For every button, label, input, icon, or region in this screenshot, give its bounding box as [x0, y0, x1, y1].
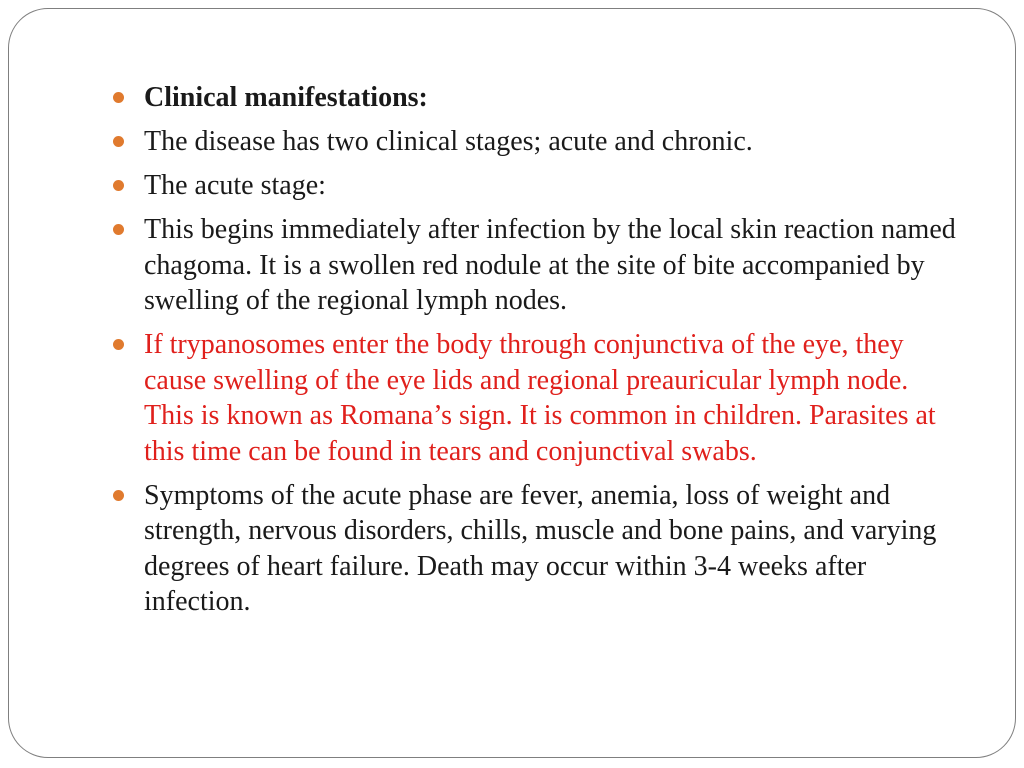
bullet-text: This begins immediately after infection by the local skin reaction named chagoma. It is a swollen red nodule at the site of bite accompanied by swelling of the regional lymph nodes.: [144, 214, 956, 316]
bullet-dot-icon: [113, 136, 124, 147]
bullet-item-acute-stage: [112, 168, 962, 204]
bullet-text: The acute stage:: [144, 170, 326, 201]
bullet-dot-icon: [113, 490, 124, 501]
bullet-text: The disease has two clinical stages; acute and chronic.: [144, 126, 753, 157]
bullet-dot-icon: [113, 92, 124, 103]
bullet-dot-icon: [113, 180, 124, 191]
bullet-dot-icon: [113, 339, 124, 350]
bullet-item-chagoma: [112, 212, 962, 319]
bullet-item-symptoms: [112, 478, 962, 620]
bullet-item-heading: [112, 80, 962, 116]
bullet-item-stages: [112, 124, 962, 160]
bullet-text: Clinical manifestations:: [144, 82, 428, 113]
bullet-dot-icon: [113, 224, 124, 235]
bullet-item-romana-sign: [112, 327, 962, 469]
bullet-text: Symptoms of the acute phase are fever, anemia, loss of weight and strength, nervous disorders, chills, muscle and bone pains, and varying degrees of heart failure. Death may occur within 3-4 weeks after infection.: [144, 479, 937, 617]
bullet-text: If trypanosomes enter the body through conjunctiva of the eye, they cause swelling of the eye lids and regional preauricular lymph node. This is known as Romana’s sign. It is common in children. Parasites at this time can be found in tears and conjunctival swabs.: [144, 329, 936, 467]
bullet-list: [112, 80, 962, 628]
